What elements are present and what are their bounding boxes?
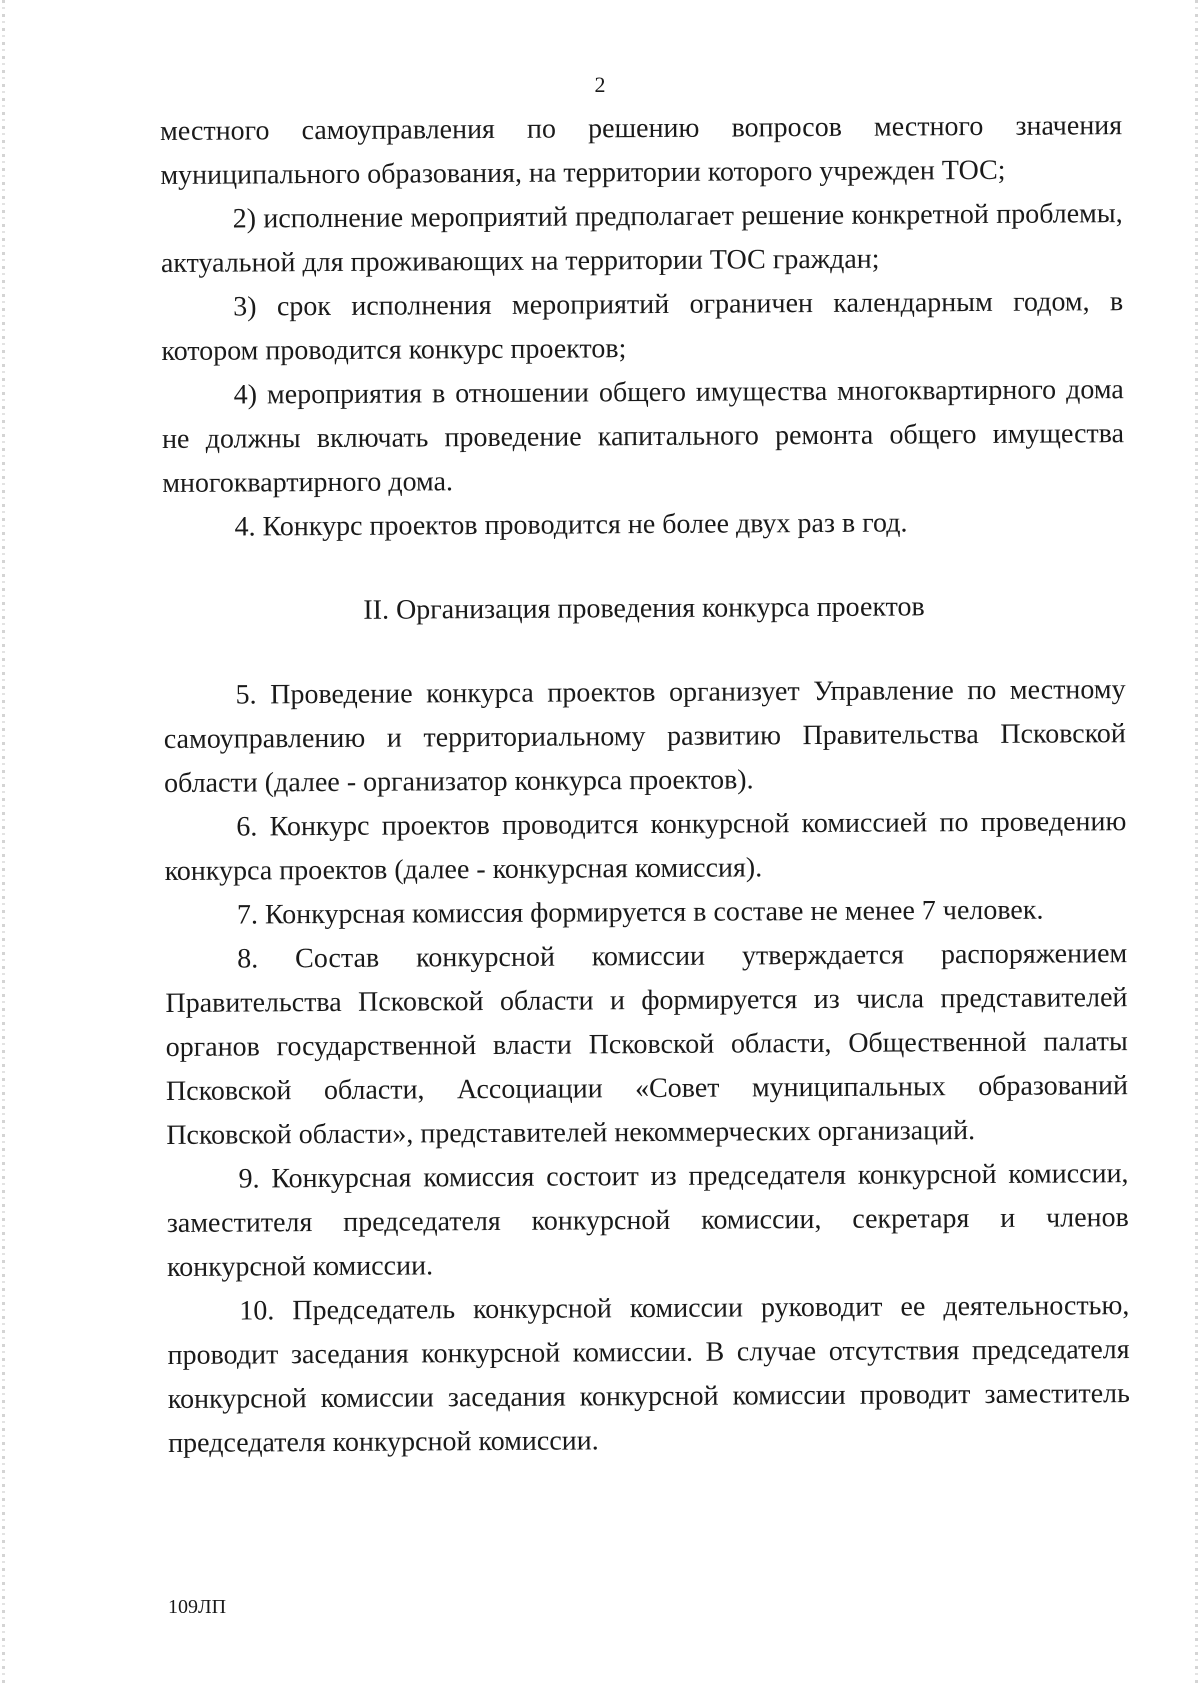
- paragraph-continuation: местного самоуправления по решению вопросов местного значения муниципального образования, на территории которого учрежден ТОС;: [160, 110, 1123, 191]
- paragraph-item-2: 2) исполнение мероприятий предполагает решение конкретной проблемы, актуальной для проживающих на территории ТОС граждан;: [160, 198, 1123, 279]
- document-code: 109ЛП: [168, 1596, 227, 1618]
- paragraph-item-4: 4) мероприятия в отношении общего имущества многоквартирного дома не должны включать проведение капитального ремонта общего имущества многоквартирного дома.: [161, 374, 1125, 499]
- document-body: [160, 104, 1130, 1466]
- scan-edge-right: [1195, 0, 1198, 1686]
- paragraph-clause-10: 10. Председатель конкурсной комиссии руководит ее деятельностью, проводит заседания конкурсной комиссии. В случае отсутствия председателя конкурсной комиссии заседания конкурсной комиссии проводит заместитель председателя конкурсной комиссии.: [167, 1290, 1130, 1459]
- paragraph-clause-6: 6. Конкурс проектов проводится конкурсной комиссией по проведению конкурса проектов (далее - конкурсная комиссия).: [164, 806, 1127, 887]
- page-number: 2: [594, 72, 606, 97]
- paragraph-clause-5: 5. Проведение конкурса проектов организует Управление по местному самоуправлению и территориальному развитию Правительства Псковской области (далее - организатор конкурса проектов).: [163, 674, 1126, 799]
- paragraph-clause-4: 4. Конкурс проектов проводится не более двух раз в год.: [234, 507, 908, 543]
- paragraph-clause-7: 7. Конкурсная комиссия формируется в составе не менее 7 человек.: [236, 894, 1044, 931]
- paragraph-clause-8: 8. Состав конкурсной комиссии утверждается распоряжением Правительства Псковской области и формируется из числа представителей органов государственной власти Псковской области, Общественной палаты Псковской области, Ассоциации «Совет муниципальных образований Псковской области», представителей некоммерческих организаций.: [165, 938, 1129, 1151]
- paragraph-clause-9: 9. Конкурсная комиссия состоит из председателя конкурсной комиссии, заместителя председателя конкурсной комиссии, секретаря и членов конкурсной комиссии.: [166, 1158, 1129, 1283]
- paragraph-item-3: 3) срок исполнения мероприятий ограничен календарным годом, в котором проводится конкурс проектов;: [161, 286, 1124, 367]
- scan-edge-left: [2, 0, 5, 1686]
- section-heading: II. Организация проведения конкурса проектов: [363, 591, 925, 626]
